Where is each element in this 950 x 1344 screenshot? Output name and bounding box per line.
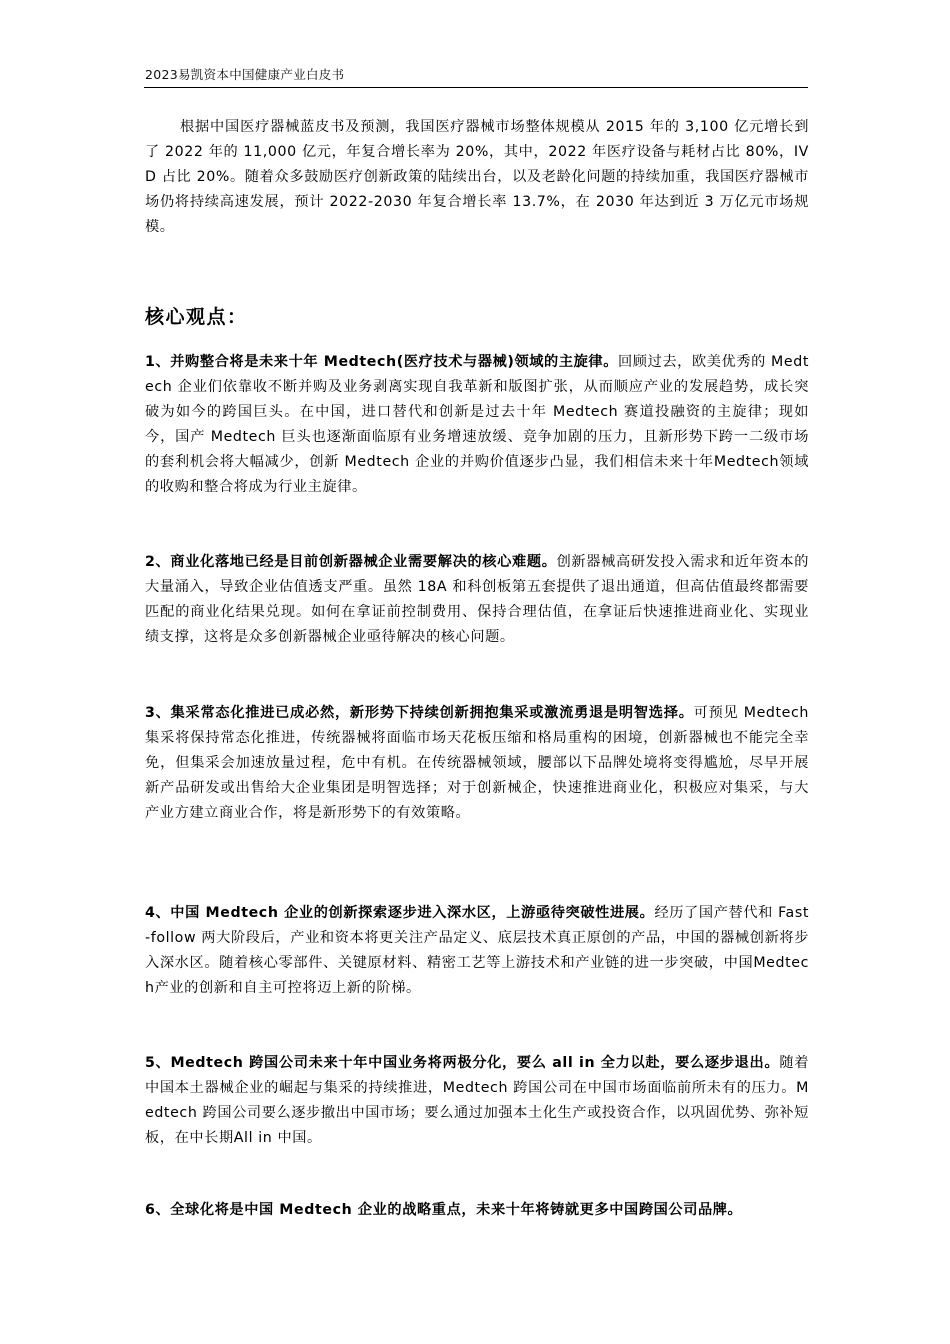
- key-point-4-body: 经历了国产替代和 Fast-follow 两大阶段后，产业和资本将更关注产品定义、底层技术真正原创的产品，中国的器械创新将步入深水区。随着核心零部件、关键原材料、精密工艺等上游技术和产业链的进一步突破，中国Medtech产业的创新和自主可控将迈上新的阶梯。: [145, 905, 809, 996]
- key-point-4-lead: 4、中国 Medtech 企业的创新探索逐步进入深水区，上游亟待突破性进展。: [145, 905, 655, 921]
- key-point-5-body: 随着中国本土器械企业的崛起与集采的持续推进，Medtech 跨国公司在中国市场面临前所未有的压力。Medtech 跨国公司要么逐步撤出中国市场；要么通过加强本土化生产或投资合作，以巩固优势、弥补短板，在中长期All in 中国。: [145, 1055, 809, 1146]
- header-divider: [144, 87, 808, 88]
- running-header: 2023易凯资本中国健康产业白皮书: [145, 67, 345, 82]
- intro-paragraph: 根据中国医疗器械蓝皮书及预测，我国医疗器械市场整体规模从 2015 年的 3,100 亿元增长到了 2022 年的 11,000 亿元，年复合增长率为 20%，其中，2022 年医疗设备与耗材占比 80%，IVD 占比 20%。随着众多鼓励医疗创新政策的陆续出台，以及老龄化问题的持续加重，我国医疗器械市场仍将持续高速发展，预计 2022-2030 年复合增长率 13.7%，在 2030 年达到近 3 万亿元市场规模。: [145, 119, 809, 235]
- key-point-6-lead: 6、全球化将是中国 Medtech 企业的战略重点，未来十年将铸就更多中国跨国公司品牌。: [145, 1202, 743, 1218]
- key-point-1: [145, 350, 809, 500]
- key-point-6: [145, 1198, 809, 1223]
- key-point-3-body: 可预见 Medtech 集采将保持常态化推进，传统器械将面临市场天花板压缩和格局重构的困境，创新器械也不能完全幸免，但集采会加速放量过程，危中有机。在传统器械领域，腰部以下品牌处境将变得尴尬，尽早开展新产品研发或出售给大企业集团是明智选择；对于创新械企，快速推进商业化，积极应对集采，与大产业方建立商业合作，将是新形势下的有效策略。: [145, 705, 810, 821]
- key-point-3: [145, 701, 809, 826]
- key-point-1-body: 回顾过去，欧美优秀的 Medtech 企业们依靠收不断并购及业务剥离实现自我革新和版图扩张，从而顺应产业的发展趋势，成长突破为如今的跨国巨头。在中国，进口替代和创新是过去十年 Medtech 赛道投融资的主旋律；现如今，国产 Medtech 巨头也逐渐面临原有业务增速放缓、竞争加剧的压力，且新形势下跨一二级市场的套利机会将大幅减少，创新 Medtech 企业的并购价值逐步凸显，我们相信未来十年Medtech领域的收购和整合将成为行业主旋律。: [145, 354, 809, 495]
- key-point-2-lead: 2、商业化落地已经是目前创新器械企业需要解决的核心难题。: [145, 554, 557, 570]
- key-point-2-body: 创新器械高研发投入需求和近年资本的大量涌入，导致企业估值透支严重。虽然 18A 和科创板第五套提供了退出通道，但高估值最终都需要匹配的商业化结果兑现。如何在拿证前控制费用、保持合理估值，在拿证后快速推进商业化、实现业绩支撑，这将是众多创新器械企业亟待解决的核心问题。: [145, 554, 809, 645]
- key-point-2: [145, 550, 809, 650]
- key-point-3-lead: 3、集采常态化推进已成必然，新形势下持续创新拥抱集采或激流勇退是明智选择。: [145, 705, 694, 721]
- section-title: 核心观点：: [145, 306, 248, 328]
- key-point-5: [145, 1051, 809, 1151]
- key-point-1-lead: 1、并购整合将是未来十年 Medtech(医疗技术与器械)领域的主旋律。: [145, 354, 619, 370]
- key-point-5-lead: 5、Medtech 跨国公司未来十年中国业务将两极分化，要么 all in 全力以赴，要么逐步退出。: [145, 1055, 780, 1071]
- key-point-4: [145, 901, 809, 1001]
